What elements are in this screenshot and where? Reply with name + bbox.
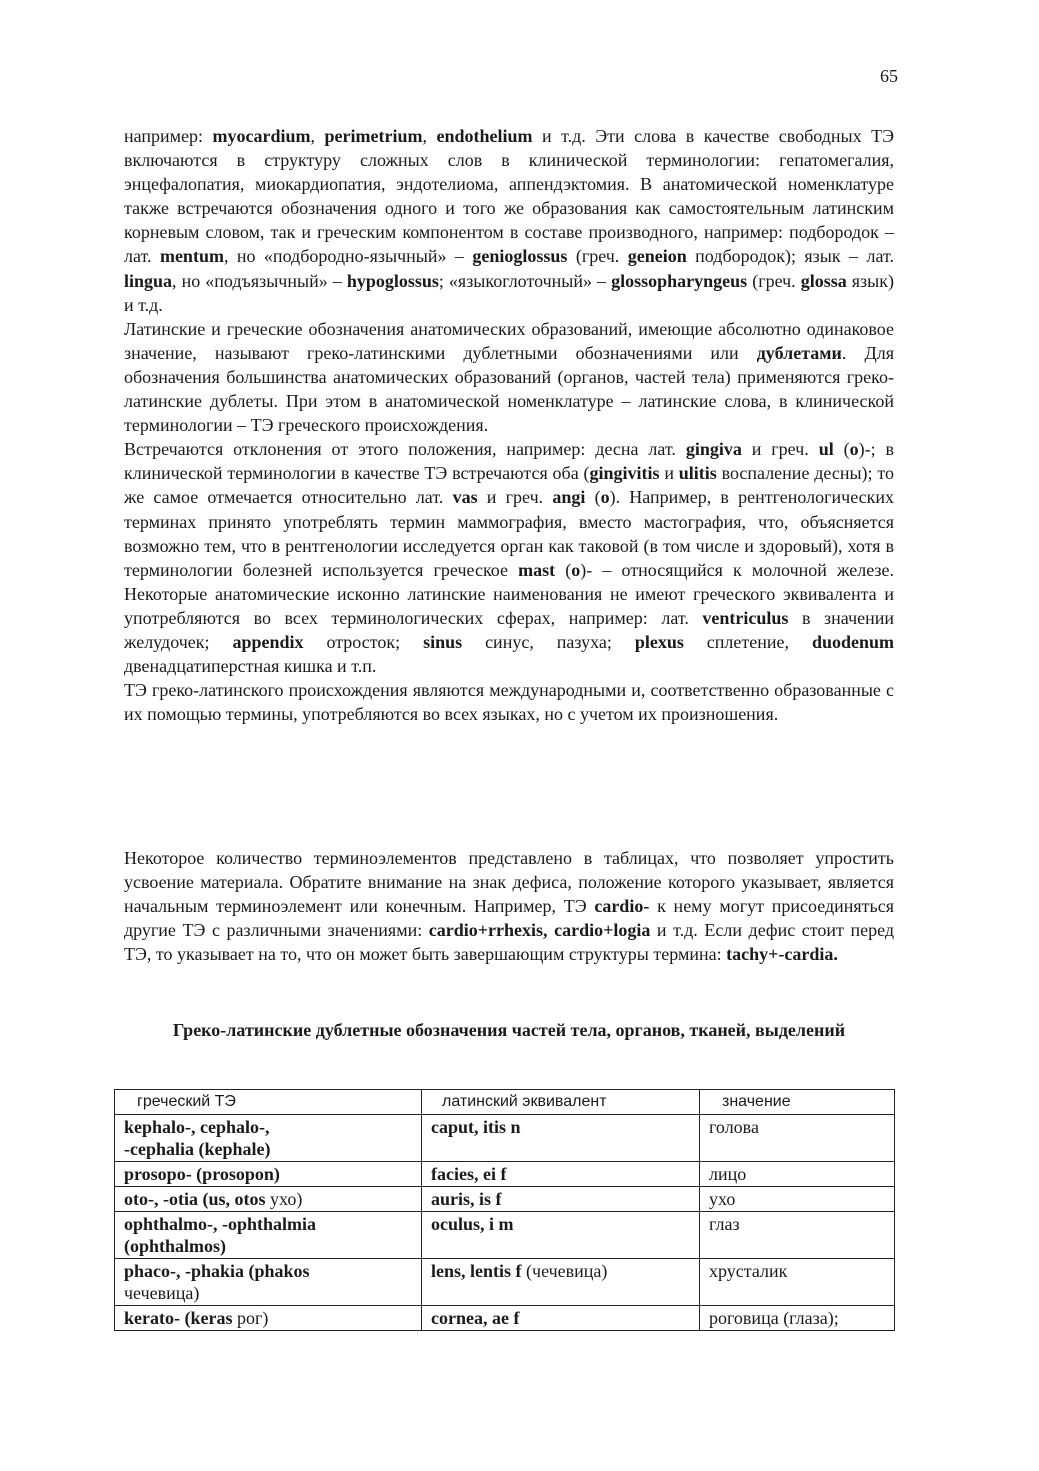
term-bold: дублетами (756, 342, 842, 363)
text-run: ТЭ греко-латинского происхождения являются международными и, соответственно образованные с их помощью термины, употребляются во всех языках, но с учетом их произношения. (124, 680, 894, 725)
cell-greek (115, 1115, 422, 1162)
term-bold: geneion (627, 246, 687, 267)
cell-latin (422, 1306, 700, 1331)
text-run: и т.д. Эти слова в качестве свободных ТЭ включаются в структуру сложных слов в клинической терминологии: гепатомегалия, энцефалопатия, миокардиопатия, эндотелиома, аппендэктомия. В анатомической номенклатуре также встречаются обозначения одного и того же образования как самостоятельным латинским корневым словом, так и греческим компонентом в составе производного, например: подбородок – лат. (124, 126, 894, 267)
table-row (115, 1187, 895, 1212)
text-run: , но «подъязычный» – (172, 270, 347, 291)
term-bold: cardio- (594, 896, 650, 917)
term-bold: facies, ei f (431, 1164, 507, 1184)
term-bold: oculus, i m (431, 1214, 514, 1234)
cell-greek (115, 1212, 422, 1259)
table-title: Греко-латинские дублетные обозначения частей тела, органов, тканей, выделений (172, 1020, 846, 1040)
term-bold: ul (818, 439, 834, 460)
text-run: ( (555, 559, 572, 580)
term-bold: sinus (423, 631, 463, 652)
cell-latin (422, 1162, 700, 1187)
table-row (115, 1212, 895, 1259)
text-run: чечевица) (124, 1283, 200, 1303)
text-run: , (310, 126, 325, 146)
cell-meaning (700, 1212, 895, 1259)
text-run: отросток; (303, 631, 424, 652)
term-bold: ulitis (678, 463, 717, 484)
text-run: (греч. (567, 246, 628, 267)
term-bold: oto-, -otia (us, otos (124, 1189, 266, 1209)
term-bold: ophthalmo-, -ophthalmia (124, 1214, 317, 1234)
term-bold: perimetrium (324, 126, 423, 146)
term-bold: plexus (634, 631, 684, 652)
text-run: голова (709, 1117, 759, 1137)
term-bold: genioglossus (472, 246, 568, 267)
text-run: , но «подбородно-язычный» – (223, 246, 473, 267)
text-run: к нему могут присоединяться другие ТЭ с различными значениями: (124, 896, 894, 941)
text-run: ухо) (265, 1189, 303, 1209)
table-row (115, 1306, 895, 1331)
term-bold: appendix (232, 631, 304, 652)
cell-meaning (700, 1115, 895, 1162)
text-run: ). Например, в рентгенологических терминах принято употреблять термин маммография, вместо мастография, что, объясняется возможно тем, что в рентгенологии исследуется орган как таковой (в том числе и здоровый), хотя в терминологии болезней используется греческое (124, 487, 894, 580)
text-run: и т.д. Если дефис стоит перед ТЭ, то указывает на то, что он может быть завершающим структуры термина: (124, 920, 894, 965)
cell-meaning (700, 1187, 895, 1212)
text-run: ухо (709, 1189, 736, 1209)
table-row (115, 1162, 895, 1187)
text-run: ; «языкоглоточный» – (438, 270, 612, 291)
term-bold: ventriculus (702, 607, 789, 628)
header-greek: греческий ТЭ (115, 1090, 422, 1115)
term-bold: cornea, ae f (431, 1308, 520, 1328)
cell-meaning (700, 1259, 895, 1306)
term-bold: caput, itis n (431, 1117, 521, 1137)
text-run: ( (585, 487, 601, 508)
text-run: язык) и т.д. (124, 270, 894, 315)
text-run: хрусталик (709, 1261, 788, 1281)
header-latin: латинский эквивалент (422, 1090, 700, 1115)
text-run: воспаление десны); то же самое отмечается относительно лат. (124, 463, 894, 508)
text-run: ( (833, 439, 850, 460)
text-run: двенадцатиперстная кишка и т.п. (124, 656, 377, 677)
term-bold: vas (452, 487, 478, 508)
text-run: синус, пазуха; (462, 631, 635, 652)
term-bold: glossa (800, 270, 847, 291)
term-bold: angi (552, 487, 586, 508)
text-run: рог) (232, 1308, 269, 1328)
term-bold: kephalo-, cephalo-, (124, 1117, 270, 1137)
term-bold: mentum (159, 246, 224, 267)
text-run: роговица (глаза); (709, 1308, 839, 1328)
text-run: , (422, 126, 437, 146)
text-run: Некоторое количество терминоэлементов представлено в таблицах, что позволяет упростить усвоение материала. Обратите внимание на знак дефиса, положение которого указывает, является начальным терминоэлемент или конечным. Например, ТЭ (124, 848, 894, 917)
cell-greek (115, 1162, 422, 1187)
term-bold: phaco-, -phakia (phakos (124, 1261, 310, 1281)
term-bold: -cephalia (kephale) (124, 1139, 271, 1159)
term-bold: gingiva (685, 439, 742, 460)
term-bold: hypoglossus (346, 270, 439, 291)
table-row (115, 1259, 895, 1306)
term-bold: o (849, 439, 859, 460)
term-bold: gingivitis (589, 463, 660, 484)
term-bold: o (571, 559, 581, 580)
text-run: (чечевица) (521, 1261, 608, 1281)
page-number: 65 (880, 66, 898, 86)
cell-latin (422, 1187, 700, 1212)
cell-latin (422, 1115, 700, 1162)
cell-latin (422, 1212, 700, 1259)
text-run: подбородок); язык – лат. (686, 246, 894, 267)
table-row (115, 1115, 895, 1162)
term-bold: cardio+rrhexis, cardio+logia (428, 920, 651, 941)
text-run: лицо (709, 1164, 747, 1184)
text-run: и греч. (477, 487, 553, 508)
term-bold: duodenum (811, 631, 894, 652)
text-run: Латинские и греческие обозначения анатомических образований, имеющие абсолютно одинаковое значение, называют греко-латинскими дублетными обозначениями или (124, 318, 894, 363)
text-run: и греч. (741, 439, 819, 460)
term-bold: (ophthalmos) (124, 1236, 227, 1256)
text-run: глаз (709, 1214, 740, 1234)
doublets-table (114, 1089, 895, 1331)
term-bold: auris, is f (431, 1189, 502, 1209)
text-run: (греч. (747, 270, 801, 291)
cell-meaning (700, 1306, 895, 1331)
body-text-block-2 (124, 846, 894, 966)
term-bold: glossopharyngeus (611, 270, 748, 291)
text-run: и (659, 463, 679, 484)
text-run: Встречаются отклонения от этого положения, например: десна лат. (124, 439, 686, 460)
body-text-block-1 (124, 124, 894, 726)
cell-greek (115, 1259, 422, 1306)
term-bold: myocardium (212, 126, 311, 146)
term-bold: kerato- (keras (124, 1308, 233, 1328)
text-run: в значении желудочек; (124, 607, 895, 652)
cell-greek (115, 1187, 422, 1212)
text-run: )- – относящийся к молочной железе. Некоторые анатомические исконно латинские наименования не имеют греческого эквивалента и употребляются во всех терминологических сферах, например: лат. (124, 559, 895, 628)
term-bold: endothelium (436, 126, 533, 146)
text-run: )-; в клинической терминологии в качестве ТЭ встречаются оба ( (124, 439, 895, 484)
term-bold: prosopo- (prosopon) (124, 1164, 280, 1184)
cell-latin (422, 1259, 700, 1306)
text-run: . Для обозначения большинства анатомических образований (органов, частей тела) применяются греко-латинские дублеты. При этом в анатомической номенклатуре – латинские слова, в клинической терминологии – ТЭ греческого происхождения. (124, 342, 894, 436)
text-run: сплетение, (683, 631, 812, 652)
table-header-row (115, 1090, 895, 1115)
term-bold: tachy+-cardia. (726, 944, 838, 965)
term-bold: lens, lentis f (431, 1261, 522, 1281)
term-bold: lingua (124, 270, 173, 291)
header-meaning: значение (700, 1090, 895, 1115)
term-bold: o (600, 487, 610, 508)
cell-meaning (700, 1162, 895, 1187)
cell-greek (115, 1306, 422, 1331)
term-bold: mast (518, 559, 556, 580)
text-run: например: (124, 126, 213, 146)
